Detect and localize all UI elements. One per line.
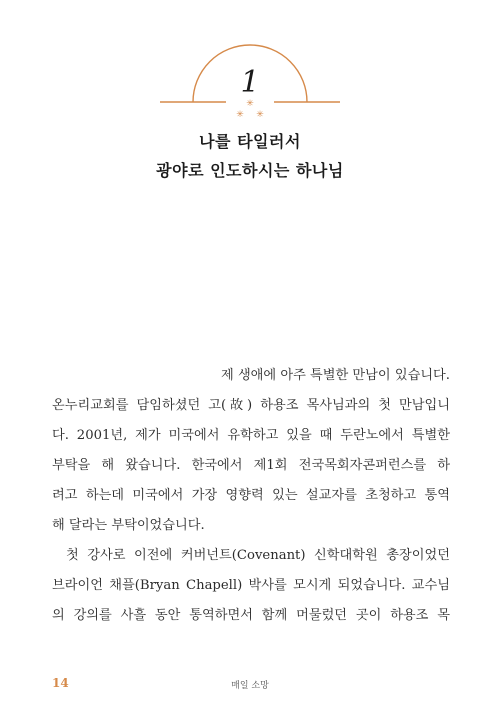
body-line: 다. 2001년, 제가 미국에서 유학하고 있을 때 두란노에서 특별한 [52,428,450,443]
star-icon: ✳ [256,110,264,120]
running-footer-title: 매일 소망 [231,681,269,691]
body-line: 의 강의를 사흘 동안 통역하면서 함께 머물렀던 곳이 하용조 목 [52,608,450,623]
body-line: 부탁을 해 왔습니다. 한국에서 제1회 전국목회자콘퍼런스를 하 [52,458,450,473]
star-icon: ✳ [236,110,244,120]
page-number: 14 [52,676,69,690]
body-line: 온누리교회를 담임하셨던 고(故) 하용조 목사님과의 첫 만남입니 [52,398,450,413]
star-icon: ✳ [246,99,254,109]
chapter-title-line1: 나를 타일러서 [199,132,301,151]
body-line: 첫 강사로 이전에 커버넌트(Covenant) 신학대학원 총장이었던 [66,548,450,563]
chapter-title-line2: 광야로 인도하시는 하나님 [156,161,344,180]
chapter-ornament [0,0,500,130]
chapter-number: 1 [240,65,260,100]
body-line: 해 달라는 부탁이었습니다. [52,518,205,533]
body-line: 브라이언 채플(Bryan Chapell) 박사를 모시게 되었습니다. 교수님 [52,578,450,593]
body-line: 제 생애에 아주 특별한 만남이 있습니다. [221,368,450,383]
body-line: 려고 하는데 미국에서 가장 영향력 있는 설교자를 초청하고 통역 [52,488,450,503]
